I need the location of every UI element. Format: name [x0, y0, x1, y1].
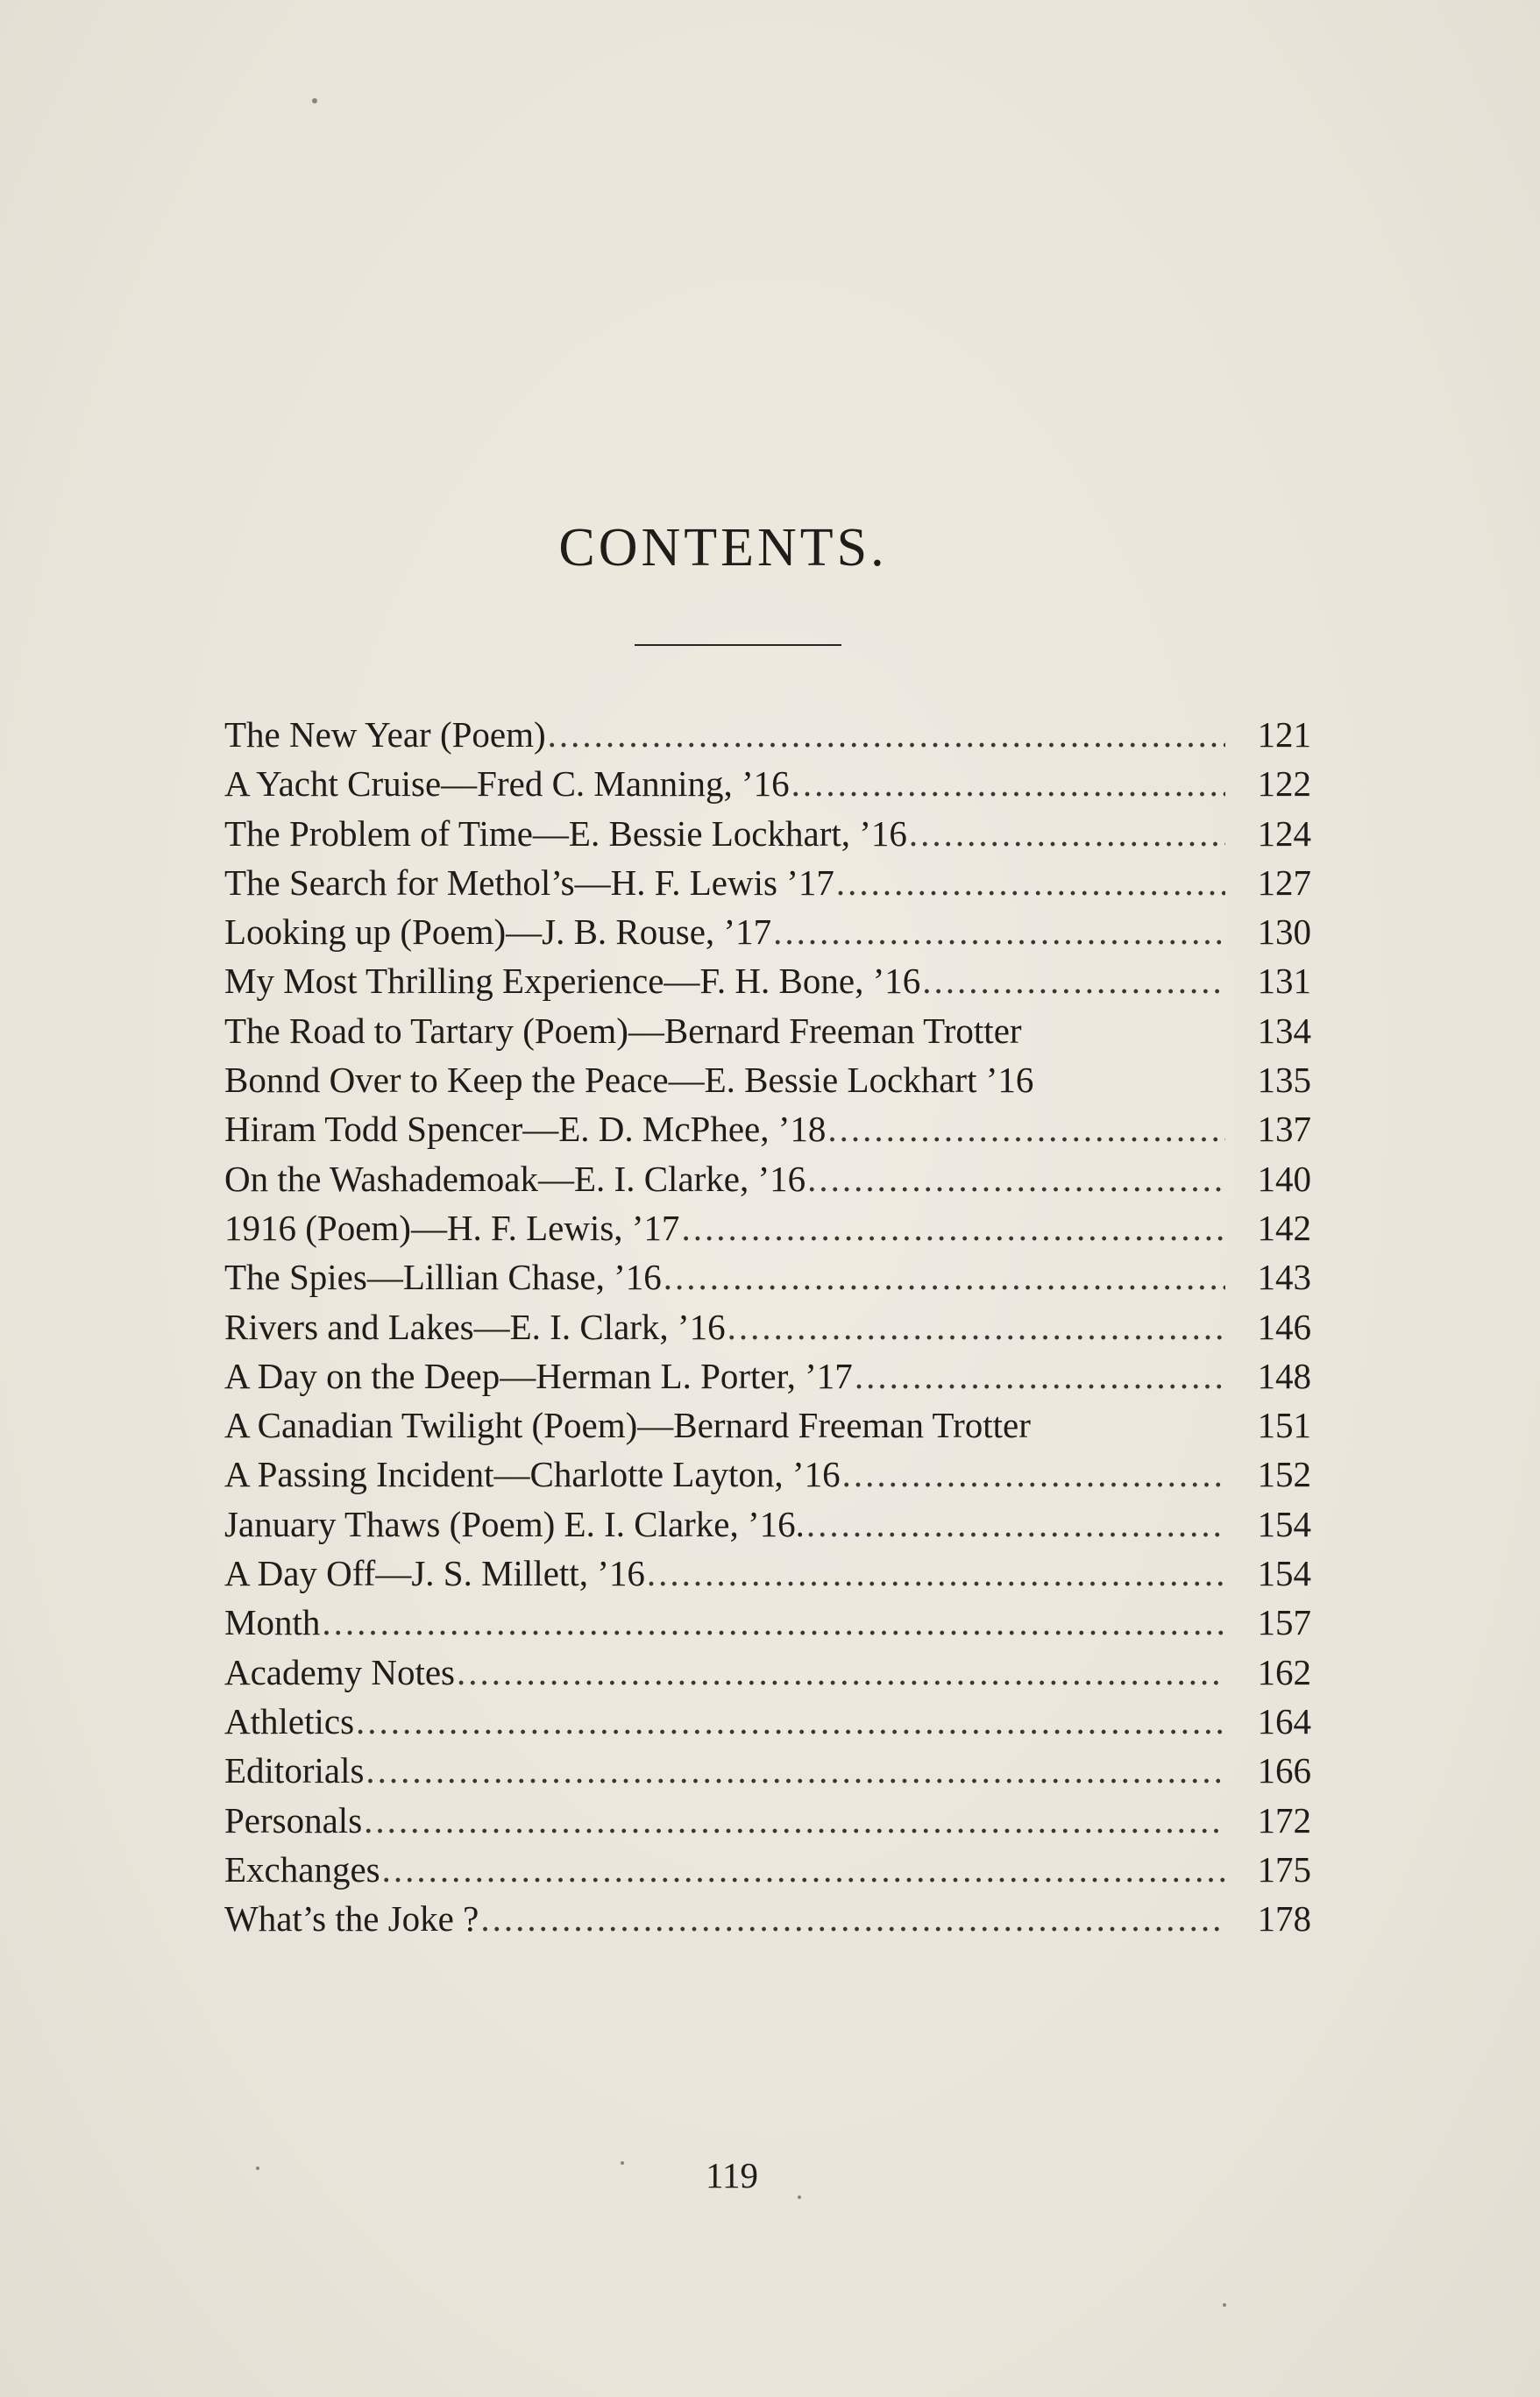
toc-entry-title: The New Year (Poem) — [224, 714, 546, 755]
toc-entry-title: January Thaws (Poem) E. I. Clarke, ’16. — [224, 1503, 805, 1544]
toc-entry — [224, 1796, 1311, 1845]
toc-dot-leader — [356, 1697, 1225, 1746]
toc-dot-leader — [365, 1746, 1225, 1795]
toc-entry-page: 178 — [1257, 1898, 1311, 1940]
toc-entry — [224, 1549, 1311, 1598]
toc-entry-title: A Passing Incident—Charlotte Layton, ’16 — [224, 1454, 841, 1495]
page-number: 119 — [706, 2155, 758, 2195]
toc-entry-page: 124 — [1257, 812, 1311, 854]
toc-entry-page: 122 — [1257, 763, 1311, 805]
toc-entry-title: A Canadian Twilight (Poem)—Bernard Freeman Trotter — [224, 1405, 1031, 1446]
toc-entry-title: Editorials — [224, 1750, 365, 1791]
toc-entry-title: Month — [224, 1602, 321, 1643]
toc-entry-title: What’s the Joke ? — [224, 1898, 479, 1940]
toc-entry-title: The Problem of Time—E. Bessie Lockhart, ’16 — [224, 812, 907, 854]
toc-entry — [224, 1500, 1311, 1549]
toc-dot-leader — [909, 809, 1225, 858]
toc-entry — [224, 1203, 1311, 1252]
table-of-contents — [224, 710, 1311, 1943]
toc-dot-leader — [807, 1154, 1225, 1203]
toc-entry — [224, 858, 1311, 907]
toc-entry-page: 172 — [1257, 1799, 1311, 1840]
toc-entry — [224, 1154, 1311, 1203]
toc-entry-page: 164 — [1257, 1700, 1311, 1741]
toc-entry — [224, 809, 1311, 858]
toc-entry — [224, 759, 1311, 808]
toc-dot-leader — [457, 1648, 1225, 1697]
paper-speck — [621, 2161, 624, 2165]
toc-dot-leader — [842, 1450, 1225, 1499]
toc-entry-title: 1916 (Poem)—H. F. Lewis, ’17 — [224, 1207, 680, 1248]
paper-speck — [256, 2167, 259, 2170]
toc-dot-leader — [647, 1549, 1225, 1598]
toc-entry-title: Bonnd Over to Keep the Peace—E. Bessie Lockhart ’16 — [224, 1060, 1034, 1101]
toc-dot-leader — [855, 1351, 1225, 1401]
contents-heading: CONTENTS. — [558, 518, 888, 578]
toc-entry-page: 140 — [1257, 1158, 1311, 1199]
toc-entry-page: 134 — [1257, 1010, 1311, 1051]
toc-entry — [224, 1104, 1311, 1153]
toc-dot-leader — [773, 907, 1225, 956]
toc-entry — [224, 1845, 1311, 1894]
toc-entry-page: 137 — [1257, 1109, 1311, 1150]
toc-dot-leader — [727, 1302, 1225, 1351]
toc-entry — [224, 1252, 1311, 1301]
toc-dot-leader — [480, 1894, 1225, 1943]
toc-dot-leader — [322, 1598, 1225, 1647]
toc-entry — [224, 1351, 1311, 1401]
toc-entry-page: 154 — [1257, 1503, 1311, 1544]
toc-entry-page: 142 — [1257, 1207, 1311, 1248]
toc-entry-title: Athletics — [224, 1700, 355, 1741]
toc-dot-leader — [791, 759, 1225, 808]
toc-entry-title: Exchanges — [224, 1848, 380, 1890]
toc-entry — [224, 1648, 1311, 1697]
toc-entry — [224, 710, 1311, 759]
toc-entry-page: 143 — [1257, 1257, 1311, 1298]
paper-speck — [312, 98, 317, 103]
toc-entry — [224, 907, 1311, 956]
toc-entry-title: The Spies—Lillian Chase, ’16 — [224, 1257, 662, 1298]
toc-entry-page: 146 — [1257, 1306, 1311, 1347]
toc-entry-title: A Yacht Cruise—Fred C. Manning, ’16 — [224, 763, 790, 805]
toc-entry — [224, 1598, 1311, 1647]
toc-entry-title: The Search for Methol’s—H. F. Lewis ’17 — [224, 862, 834, 903]
toc-entry-page: 135 — [1257, 1060, 1311, 1101]
toc-dot-leader — [382, 1845, 1225, 1894]
toc-entry — [224, 1450, 1311, 1499]
paper-speck — [798, 2195, 801, 2199]
toc-dot-leader — [664, 1252, 1225, 1301]
toc-entry-page: 157 — [1257, 1602, 1311, 1643]
toc-entry — [224, 1302, 1311, 1351]
toc-dot-leader — [836, 858, 1225, 907]
toc-dot-leader — [827, 1104, 1225, 1153]
toc-entry-page: 130 — [1257, 911, 1311, 953]
toc-entry — [224, 1894, 1311, 1943]
toc-entry-title: Looking up (Poem)—J. B. Rouse, ’17 — [224, 911, 772, 953]
toc-dot-leader — [681, 1203, 1225, 1252]
toc-entry-title: Academy Notes — [224, 1651, 455, 1692]
toc-entry — [224, 1055, 1311, 1104]
toc-entry — [224, 956, 1311, 1005]
toc-entry-page: 175 — [1257, 1848, 1311, 1890]
heading-rule — [635, 644, 841, 646]
toc-entry — [224, 1401, 1311, 1450]
toc-entry-page: 166 — [1257, 1750, 1311, 1791]
toc-entry-page: 121 — [1257, 714, 1311, 755]
toc-entry-title: A Day Off—J. S. Millett, ’16 — [224, 1553, 645, 1594]
paper-speck — [1223, 2303, 1226, 2307]
toc-entry-title: My Most Thrilling Experience—F. H. Bone, ’16 — [224, 961, 921, 1002]
toc-entry-page: 151 — [1257, 1405, 1311, 1446]
toc-dot-leader — [364, 1796, 1225, 1845]
toc-entry-title: A Day on the Deep—Herman L. Porter, ’17 — [224, 1355, 853, 1396]
toc-entry — [224, 1746, 1311, 1795]
toc-entry — [224, 1697, 1311, 1746]
toc-entry-page: 152 — [1257, 1454, 1311, 1495]
toc-entry-page: 154 — [1257, 1553, 1311, 1594]
toc-dot-leader — [548, 710, 1225, 759]
toc-entry-page: 162 — [1257, 1651, 1311, 1692]
toc-entry-page: 127 — [1257, 862, 1311, 903]
toc-dot-leader — [806, 1500, 1225, 1549]
toc-entry-page: 148 — [1257, 1355, 1311, 1396]
toc-entry — [224, 1006, 1311, 1055]
toc-entry-page: 131 — [1257, 961, 1311, 1002]
toc-entry-title: Personals — [224, 1799, 363, 1840]
toc-entry-title: Hiram Todd Spencer—E. D. McPhee, ’18 — [224, 1109, 827, 1150]
toc-entry-title: Rivers and Lakes—E. I. Clark, ’16 — [224, 1306, 726, 1347]
toc-dot-leader — [922, 956, 1225, 1005]
toc-entry-title: The Road to Tartary (Poem)—Bernard Freeman Trotter — [224, 1010, 1022, 1051]
toc-entry-title: On the Washademoak—E. I. Clarke, ’16 — [224, 1158, 806, 1199]
